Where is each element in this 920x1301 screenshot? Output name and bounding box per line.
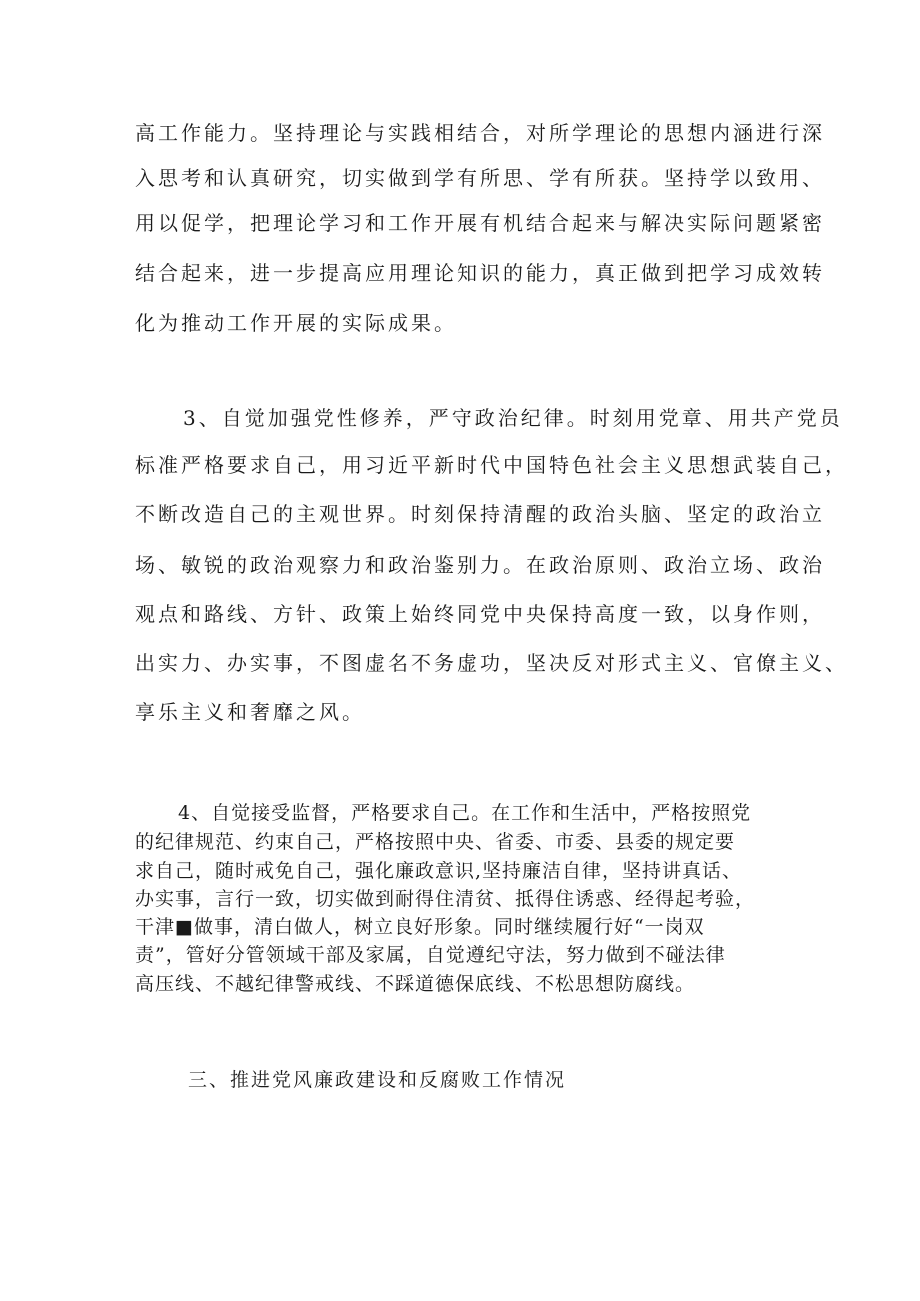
- paragraph-line: 4、自觉接受监督，严格要求自己。在工作和生活中，严格按照党: [178, 802, 752, 824]
- paragraph-line: 不断改造自己的主观世界。时刻保持清醒的政治头脑、坚定的政治立: [135, 502, 825, 526]
- paragraph-line: 办实事，言行一致，切实做到耐得住清贫、抵得住诱惑、经得起考验，: [135, 888, 756, 910]
- paragraph-line: 高工作能力。坚持理论与实践相结合，对所学理论的思想内涵进行深: [135, 121, 825, 145]
- paragraph-line: 化为推动工作开展的实际成果。: [135, 311, 457, 335]
- paragraph-line: 用以促学，把理论学习和工作开展有机结合起来与解决实际问题紧密: [135, 211, 825, 235]
- paragraph-line: 标准严格要求自己，用习近平新时代中国特色社会主义思想武装自己，: [135, 453, 848, 477]
- paragraph-line: 结合起来，进一步提高应用理论知识的能力，真正做到把学习成效转: [135, 261, 825, 285]
- paragraph-line: 求自己，随时戒免自己，强化廉政意识,坚持廉洁自律，坚持讲真话、: [135, 860, 743, 882]
- paragraph-line: 责”，管好分管领域干部及家属，自觉遵纪守法，努力做到不碰法律: [135, 944, 726, 966]
- paragraph-line: 场、敏锐的政治观察力和政治鉴别力。在政治原则、政治立场、政治: [135, 553, 825, 577]
- paragraph-line: 高压线、不越纪律警戒线、不踩道德保底线、不松思想防腐线。: [135, 973, 696, 995]
- paragraph-line: 干津■做事，清白做人，树立良好形象。同时继续履行好“一岗双: [135, 916, 705, 938]
- paragraph-line: 观点和路线、方针、政策上始终同党中央保持高度一致，以身作则，: [135, 602, 825, 626]
- paragraph-line: 入思考和认真研究，切实做到学有所思、学有所获。坚持学以致用、: [135, 166, 825, 190]
- paragraph-line: 出实力、办实事，不图虚名不务虚功，坚决反对形式主义、官僚主义、: [135, 651, 848, 675]
- section-heading: 三、推进党风廉政建设和反腐败工作情况: [188, 1069, 567, 1091]
- paragraph-line: 享乐主义和奢靡之风。: [135, 700, 365, 724]
- paragraph-line: 3、自觉加强党性修养，严守政治纪律。时刻用党章、用共产党员: [183, 406, 843, 430]
- paragraph-line: 的纪律规范、约束自己，严格按照中央、省委、市委、县委的规定要: [135, 831, 736, 853]
